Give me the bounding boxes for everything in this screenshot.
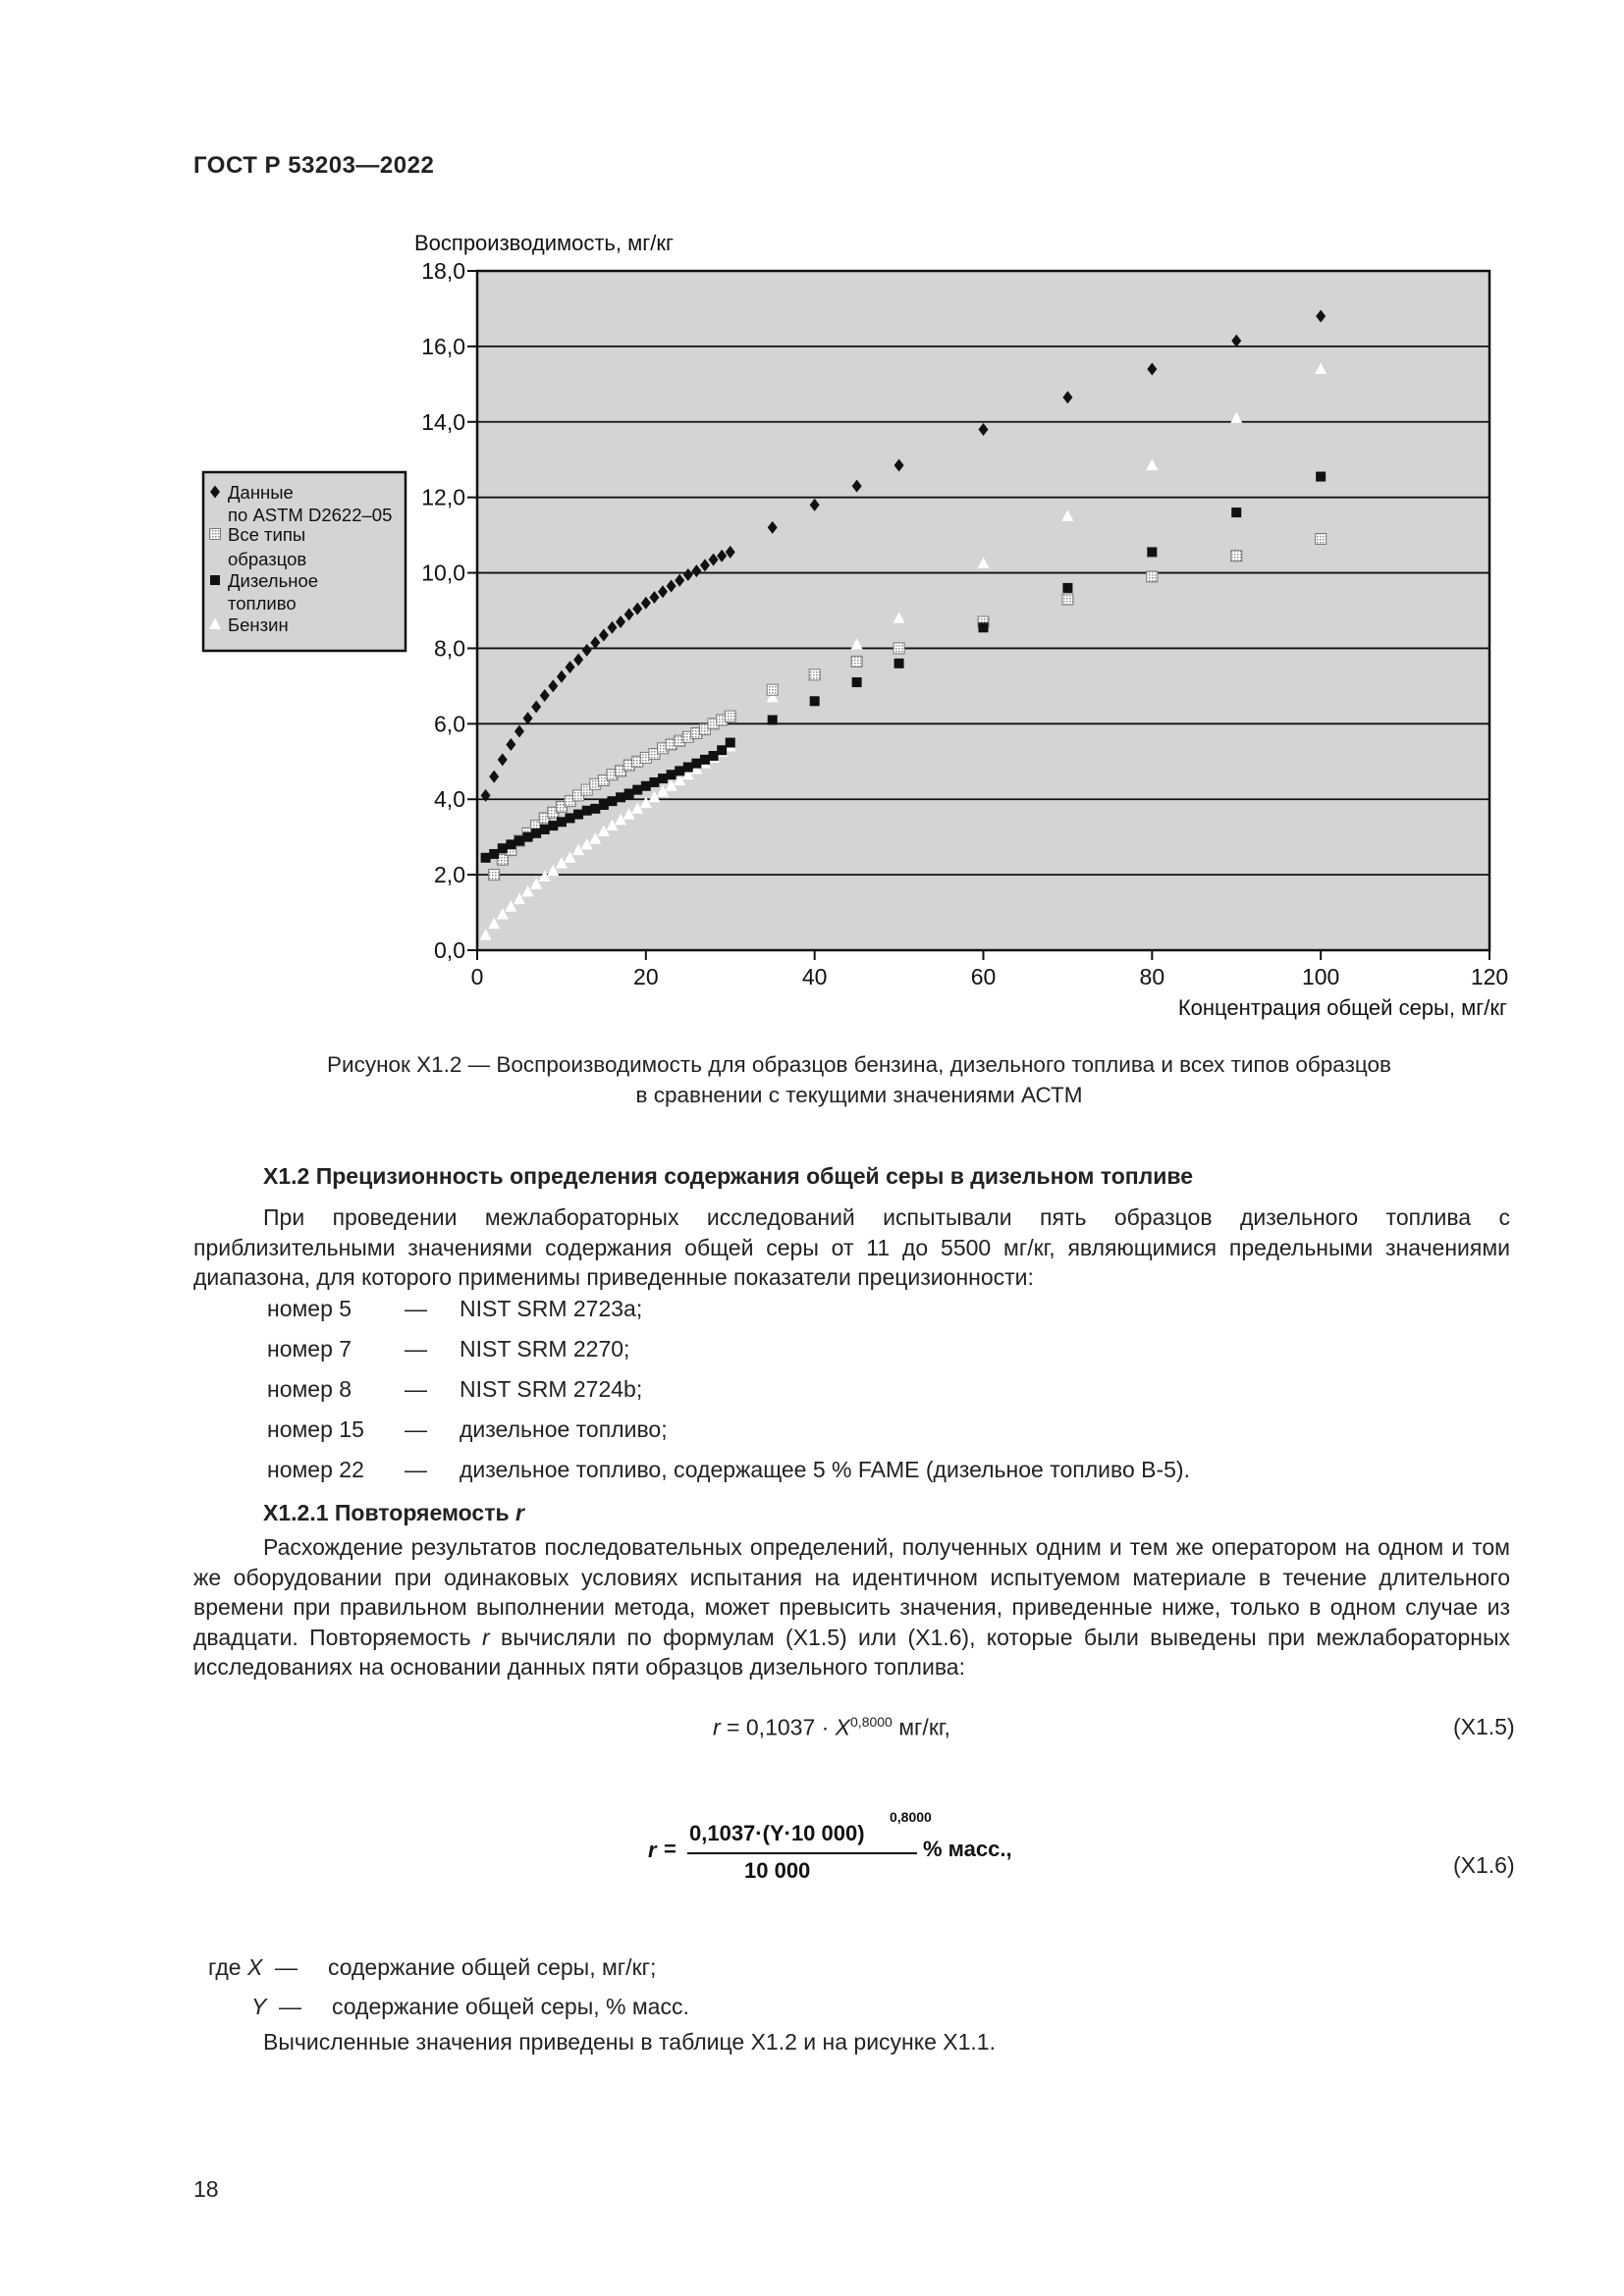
data-point-2 (1231, 551, 1242, 561)
data-point-3 (573, 810, 583, 820)
data-point-3 (768, 715, 778, 724)
legend-marker (210, 529, 221, 540)
data-point-3 (1147, 547, 1157, 557)
document-header: ГОСТ Р 53203—2022 (193, 152, 435, 179)
data-point-3 (498, 843, 508, 853)
section-heading: Х1.2 Прецизионность определения содержания общей серы в дизельном топливе (263, 1163, 1194, 1189)
data-point-3 (658, 774, 668, 783)
y-tick-label: 12,0 (421, 484, 465, 510)
legend-marker (210, 575, 220, 585)
y-tick-label: 8,0 (434, 635, 465, 662)
data-point-3 (616, 792, 625, 802)
data-point-3 (649, 777, 659, 787)
y-tick-label: 10,0 (421, 560, 465, 586)
x-tick-label: 120 (1470, 964, 1509, 989)
sample-list (267, 1289, 1190, 1490)
data-point-3 (700, 755, 710, 765)
y-tick-label: 0,0 (434, 937, 465, 963)
data-point-2 (1147, 571, 1158, 582)
data-point-2 (851, 656, 862, 667)
data-point-3 (717, 745, 727, 755)
data-point-2 (893, 643, 904, 654)
data-point-3 (894, 659, 904, 668)
data-point-2 (767, 684, 778, 695)
data-point-3 (726, 738, 735, 748)
fraction-bar (687, 1852, 917, 1854)
x-tick-label: 0 (470, 964, 484, 989)
y-tick-label: 18,0 (421, 258, 465, 284)
data-point-3 (523, 832, 533, 842)
data-point-3 (489, 849, 499, 859)
data-point-3 (979, 622, 989, 632)
data-point-3 (1231, 507, 1241, 517)
data-point-3 (506, 839, 515, 849)
x-tick-label: 20 (633, 964, 659, 989)
data-point-3 (582, 806, 592, 816)
reproducibility-chart (191, 224, 1537, 1039)
data-point-3 (667, 770, 677, 779)
x-tick-label: 80 (1139, 964, 1165, 989)
data-point-3 (590, 804, 600, 814)
page-number: 18 (193, 2176, 219, 2202)
data-point-3 (675, 766, 684, 775)
formula-x1-6: r = 0,1037·(Y·10 000) 0,8000 10 000 % масс., (648, 1809, 1012, 1883)
figure-caption-line1: Рисунок Х1.2 — Воспроизводимость для образцов бензина, дизельного топлива и всех типов образцов (327, 1052, 1391, 1077)
list-item: номер 8 — NIST SRM 2724b; (267, 1376, 643, 1402)
data-point-3 (852, 677, 862, 687)
data-point-3 (624, 788, 634, 798)
legend-label: Бензин (228, 614, 289, 635)
where-item-x: где X — содержание общей серы, мг/кг; (208, 1954, 657, 1980)
formula-number-x1-6: (Х1.6) (1453, 1852, 1515, 1878)
y-tick-label: 14,0 (421, 408, 465, 435)
data-point-3 (599, 800, 609, 810)
y-tick-label: 4,0 (434, 786, 465, 813)
formula-number-x1-5: (Х1.5) (1453, 1714, 1515, 1739)
data-point-3 (709, 751, 719, 761)
section-paragraph: При проведении межлабораторных исследований испытывали пять образцов дизельного топлива с приблизительными значениями содержания общей серы от 11 до 5500 мг/кг, являющимися предельными значениями диапазона, для которого применимы приведенные показатели прецизионности: (193, 1204, 1510, 1290)
list-item: номер 5 — NIST SRM 2723a; (267, 1296, 643, 1321)
subsection-paragraph: Расхождение результатов последовательных определений, полученных одним и тем же оператором на одном и том же оборудовании при одинаковых условиях испытания на идентичном испытуемом материале в течение длительного времени при правильном выполнении метода, может превысить значения, приведенные ниже, только в одном случае из двадцати. Повторяемость r вычисляли по формулам (Х1.5) или (Х1.6), которые были выведены при межлабораторных исследованиях на основании данных пяти образцов дизельного топлива: (193, 1534, 1510, 1680)
data-point-2 (1316, 533, 1326, 544)
where-closing: Вычисленные значения приведены в таблице Х1.2 и на рисунке Х1.1. (263, 2029, 996, 2055)
figure-caption-line2: в сравнении с текущими значениями АСТМ (635, 1083, 1083, 1107)
x-axis-label: Концентрация общей серы, мг/кг (1177, 995, 1507, 1020)
list-item: номер 7 — NIST SRM 2270; (267, 1336, 630, 1362)
data-point-3 (632, 785, 642, 795)
data-point-3 (548, 821, 558, 830)
where-item-y: Y — содержание общей серы, % масс. (251, 1994, 689, 2019)
data-point-3 (531, 828, 541, 838)
y-axis-label: Воспроизводимость, мг/кг (414, 231, 675, 255)
legend-label: по ASTM D2622–05 (228, 505, 393, 525)
x-tick-label: 60 (970, 964, 997, 989)
legend-label: Все типы (228, 524, 306, 545)
y-tick-label: 6,0 (434, 711, 465, 737)
data-point-2 (725, 711, 735, 721)
data-point-2 (809, 669, 820, 680)
legend-label: Дизельное (228, 570, 319, 591)
data-point-3 (691, 759, 701, 769)
data-point-3 (481, 853, 491, 863)
legend-label: топливо (228, 593, 297, 614)
x-tick-label: 100 (1301, 964, 1340, 989)
legend-label: Данные (228, 482, 294, 503)
data-point-3 (607, 796, 617, 806)
data-point-3 (810, 696, 820, 706)
data-point-2 (1062, 594, 1073, 605)
data-point-3 (1062, 583, 1072, 593)
data-point-3 (514, 836, 524, 846)
y-tick-label: 2,0 (434, 862, 465, 888)
data-point-3 (641, 781, 651, 791)
list-item: номер 22 — дизельное топливо, содержащее 5 % FAME (дизельное топливо В-5). (267, 1457, 1190, 1482)
x-tick-label: 40 (801, 964, 828, 989)
formula-x1-5: $r = 0,1037 \cdot X^{0,8000}$ мг/кг, (713, 1714, 950, 1740)
data-point-3 (1316, 472, 1326, 482)
list-item: номер 15 — дизельное топливо; (267, 1416, 668, 1442)
data-point-3 (683, 763, 693, 773)
legend-label: образцов (228, 549, 307, 569)
data-point-3 (557, 817, 567, 827)
subsection-heading: Х1.2.1 Повторяемость r (263, 1500, 524, 1525)
data-point-3 (566, 813, 575, 823)
data-point-3 (540, 825, 550, 834)
data-point-2 (489, 870, 500, 881)
y-tick-label: 16,0 (421, 333, 465, 359)
